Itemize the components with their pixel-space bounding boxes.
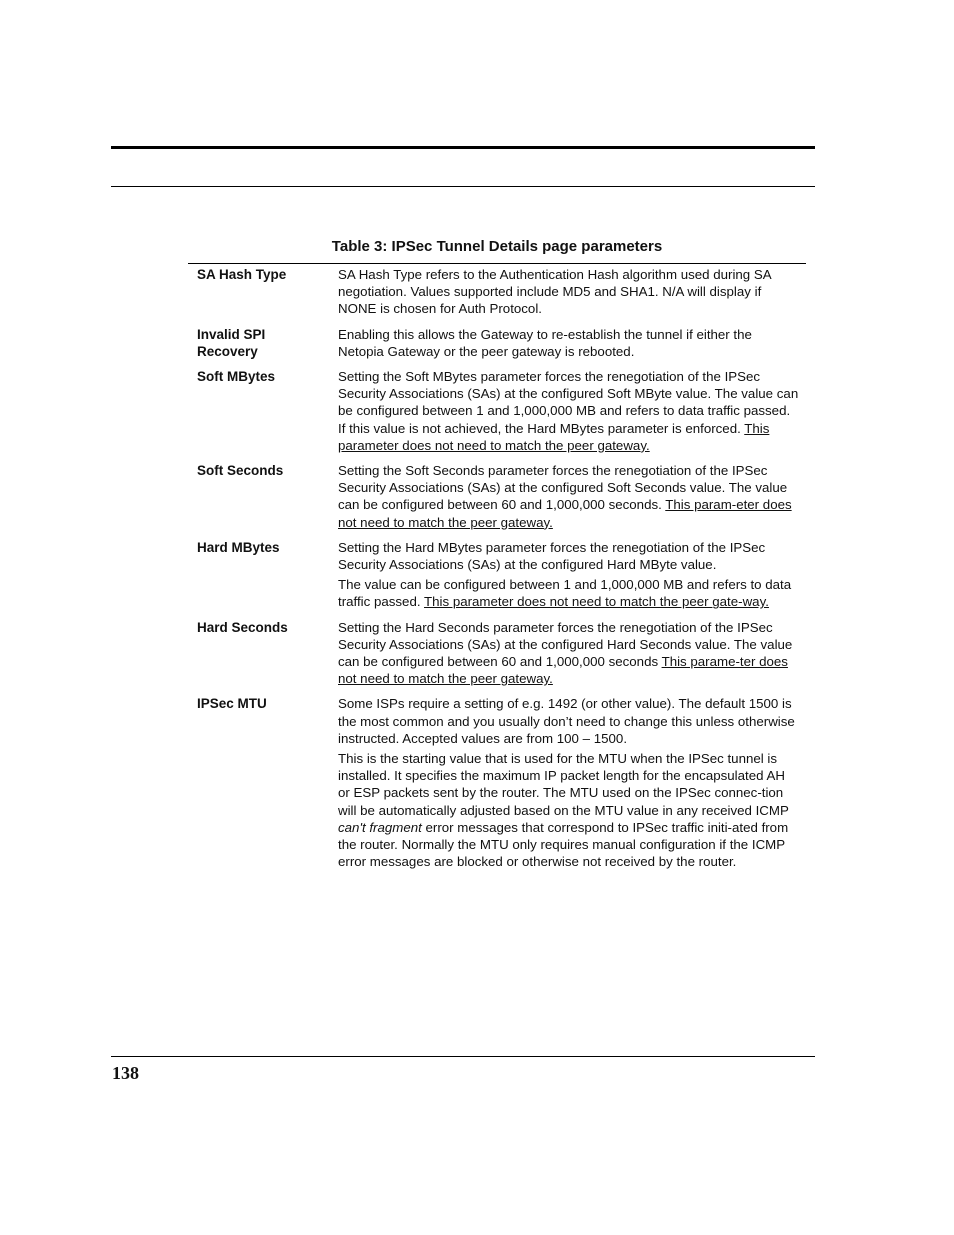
header-rule-thin (111, 186, 815, 187)
description-paragraph (338, 462, 800, 531)
parameter-name: Invalid SPI Recovery (197, 326, 266, 359)
parameter-description (338, 326, 800, 363)
description-text: Some ISPs require a setting of e.g. 1492 (or other value). The default 1500 is the most common and you usually don’t need to change this unless otherwise instructed. Accepted values are from 100 – 1500. (338, 696, 795, 746)
parameter-name: Soft MBytes (197, 369, 276, 385)
description-paragraph (338, 750, 800, 870)
table-row (188, 460, 806, 534)
description-paragraph (338, 368, 800, 454)
table-row (188, 264, 806, 321)
description-paragraph (338, 576, 800, 610)
page-number: 138 (112, 1063, 139, 1083)
description-paragraph (338, 619, 800, 688)
table-row (188, 617, 806, 691)
table-row (188, 366, 806, 457)
description-text: SA Hash Type refers to the Authentication Hash algorithm used during SA negotiation. Values supported include MD5 and SHA1. N/A will display if NONE is chosen for Auth Protocol. (338, 267, 771, 317)
description-paragraph (338, 539, 800, 573)
description-text: Enabling this allows the Gateway to re-establish the tunnel if either the Netopia Gateway or the peer gateway is rebooted. (338, 326, 752, 359)
parameter-description (338, 539, 800, 614)
parameter-name: Soft Seconds (197, 463, 284, 479)
description-text: Setting the Soft Seconds parameter forces the renegotiation of the IPSec Security Associations (SAs) at the configured Soft Seconds value. The value can be configured between 60 and 1,000,000 seconds. (338, 463, 788, 513)
parameters-table (188, 264, 806, 877)
parameter-description (338, 368, 800, 457)
description-text: Setting the Hard MBytes parameter forces the renegotiation of the IPSec Security Associations (SAs) at the configured Hard MByte value. (338, 539, 766, 573)
parameter-description (338, 266, 800, 321)
description-text: The value can be configured between 1 and 1,000,000 MB and refers to data traffic passed. (338, 577, 792, 610)
description-text: This is the starting value that is used for the MTU when the IPSec tunnel is installed. It specifies the maximum IP packet length for the encapsulated AH or ESP packets sent by the router. The MTU used on the IPSec connec-tion will be automatically adjusted based on the MTU value in any received ICMP (338, 751, 789, 818)
row-spacer (188, 874, 806, 877)
table-caption: Table 3: IPSec Tunnel Details page parameters (331, 238, 663, 255)
underlined-note: This param-eter does not need to match the peer gateway. (338, 497, 792, 530)
parameter-description (338, 695, 800, 873)
underlined-note: This parameter does not need to match the peer gateway. (338, 420, 770, 453)
parameter-name: Hard Seconds (197, 619, 288, 635)
description-paragraph (338, 695, 800, 747)
parameter-name: IPSec MTU (197, 696, 267, 712)
description-text: Setting the Hard Seconds parameter forces the renegotiation of the IPSec Security Associations (SAs) at the configured Hard Seconds value. The value can be configured between 60 and 1,000,000 seconds (338, 619, 793, 670)
footer-rule (111, 1056, 815, 1057)
parameter-name: Hard MBytes (197, 539, 280, 555)
table-row (188, 324, 806, 363)
underlined-note: This parame-ter does not need to match the peer gateway. (338, 654, 788, 687)
table-row (188, 693, 806, 873)
parameter-name: SA Hash Type (197, 267, 287, 282)
underlined-note: This parameter does not need to match the peer gate-way. (424, 594, 769, 610)
description-paragraph (338, 266, 800, 318)
parameter-description (338, 462, 800, 534)
description-text: error messages that correspond to IPSec traffic initi-ated from the router. Normally the MTU only requires manual configuration if the ICMP error messages are blocked or otherwise not received by the router. (338, 819, 789, 870)
description-paragraph (338, 326, 800, 360)
header-rule-thick (111, 146, 815, 149)
table-row (188, 537, 806, 614)
description-text: Setting the Soft MBytes parameter forces the renegotiation of the IPSec Security Associations (SAs) at the configured Soft MByte value. The value can be configured between 1 and 1,000,000 MB and refers to data traffic passed. If this value is not achieved, the Hard MBytes parameter is enforced. (338, 369, 799, 436)
parameter-description (338, 619, 800, 691)
italic-term: can't fragment (338, 819, 422, 835)
